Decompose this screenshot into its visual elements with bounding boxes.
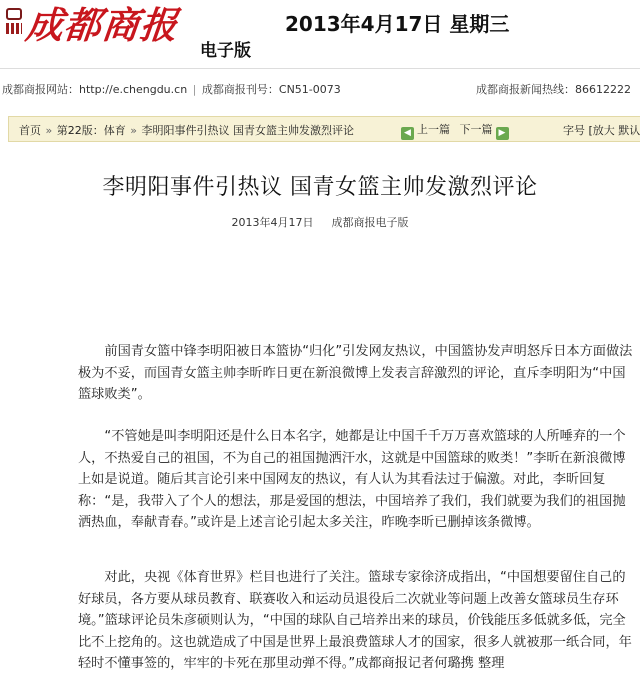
article-date: 2013年4月17日 (231, 216, 314, 229)
breadcrumb (19, 122, 354, 138)
breadcrumb-section-link[interactable]: 第22版：体育 (56, 124, 126, 137)
masthead (0, 0, 640, 68)
font-size-label: 字号 (563, 124, 585, 137)
info-bar (0, 68, 640, 112)
article-byline (0, 214, 640, 230)
article-pager (401, 121, 509, 140)
font-size-tools (563, 122, 640, 138)
breadcrumb-article: 李明阳事件引热议 国青女篮主帅发激烈评论 (141, 124, 354, 137)
site-label: 成都商报网站： (2, 83, 79, 96)
article-nav-bar (8, 116, 640, 142)
next-arrow-icon: ▶ (496, 127, 509, 140)
info-separator: | (189, 83, 200, 96)
license-number: 成都商报刊号：CN51-0073 (201, 83, 341, 96)
newspaper-logo-icon (4, 8, 24, 36)
prev-article-link[interactable] (401, 123, 450, 136)
edition-label: 电子版 (200, 41, 251, 61)
font-enlarge-button[interactable]: [放大 (588, 124, 615, 137)
breadcrumb-separator: » (126, 124, 141, 137)
next-article-label: 下一篇 (459, 123, 493, 136)
font-default-button[interactable]: 默认 (618, 124, 640, 137)
site-url-link[interactable]: http://e.chengdu.cn (79, 83, 188, 96)
article-paragraph: “不管她是叫李明阳还是什么日本名字，她都是让中国千千万万喜欢篮球的人所唾弃的一个人，不热爱自己的祖国，不为自己的祖国抛洒汗水，这就是中国篮球的败类！”李昕在新浪微博上如是说道。随后其言论引来中国网友的热议，有人认为其看法过于偏激。对此，李昕回复称：“是，我带入了个人的想法，那是爱国的想法，中国培养了我们，我们就要为我们的祖国抛洒热血，奉献青春。”或许是上述言论引起太多关注，昨晚李昕已删掉该条微博。 (78, 429, 626, 530)
article-source: 成都商报电子版 (331, 216, 409, 229)
prev-article-label: 上一篇 (417, 123, 450, 136)
article-paragraph: 对此，央视《体育世界》栏目也进行了关注。篮球专家徐济成指出，“中国想要留住自己的好球员，各方要从球员教育、联赛收入和运动员退役后二次就业等问题上改善女篮球员生存环境。”篮球评论员朱彦硕则认为，“中国的球队自己培养出来的球员，价钱能压多低就多低，完全比不上挖角的。这也就造成了中国是世界上最浪费篮球人才的国家，很多人就被那一纸合同，年轻时不懂事签的，牢牢的卡死在那里动弹不得。”成都商报记者何璐携 整理 (78, 570, 632, 671)
prev-arrow-icon: ◀ (401, 127, 414, 140)
article-title: 李明阳事件引热议 国青女篮主帅发激烈评论 (102, 175, 538, 200)
next-article-link[interactable] (460, 123, 509, 136)
breadcrumb-home-link[interactable]: 首页 (19, 124, 41, 137)
issue-date: 2013年4月17日 星期三 (285, 12, 510, 36)
article-paragraph: 前国青女篮中锋李明阳被日本篮协“归化”引发网友热议，中国篮协发声明怒斥日本方面做法极为不妥，而国青女篮主帅李昕昨日更在新浪微博上发表言辞激烈的评论，直斥李明阳为“中国篮球败类”。 (78, 344, 633, 402)
news-hotline: 成都商报新闻热线：86612222 (476, 83, 631, 96)
breadcrumb-separator: » (42, 124, 56, 137)
info-bar-left (2, 81, 341, 97)
newspaper-logo-text[interactable]: 成都商报 (23, 3, 181, 47)
